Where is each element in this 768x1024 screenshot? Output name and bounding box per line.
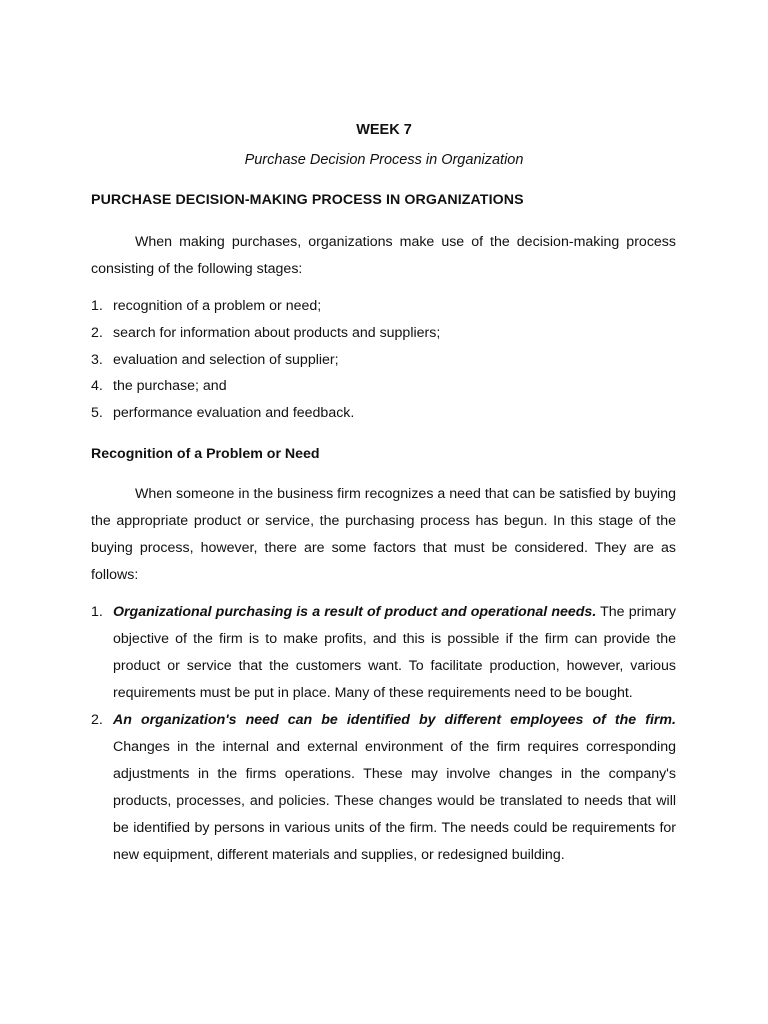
- factor-text: Changes in the internal and external environment of the firm requires corresponding adjustments in the firms operations. These may involve changes in the company's products, processes, and policies. These changes would be translated to needs that will be identified by persons in various units of the firm. The needs could be requirements for new equipment, different materials and supplies, or redesigned building.: [113, 739, 676, 863]
- section-heading-purchase-process: PURCHASE DECISION-MAKING PROCESS IN ORGANIZATIONS: [91, 192, 524, 208]
- list-item-text: the purchase; and: [113, 378, 227, 395]
- week-title: WEEK 7: [356, 122, 412, 138]
- recognition-paragraph: When someone in the business firm recognizes a need that can be satisfied by buying the appropriate product or service, the purchasing process has begun. In this stage of the buying process, however, there are some factors that must be considered. They are as follows:: [91, 486, 676, 583]
- list-number: 2.: [91, 712, 103, 728]
- factor-text: The primary objective of the firm is to make profits, and this is possible if the firm can provide the product or service that the customers want. To facilitate production, however, various requirements must be put in place. Many of these requirements need to be bought.: [113, 604, 676, 701]
- list-item: [91, 347, 681, 374]
- stages-list: [91, 293, 681, 427]
- list-item: [91, 320, 681, 347]
- factor-lead: Organizational purchasing is a result of product and operational needs.: [113, 604, 597, 620]
- list-number: 3.: [91, 351, 103, 368]
- section-heading-recognition: Recognition of a Problem or Need: [91, 446, 320, 462]
- list-number: 5.: [91, 405, 103, 422]
- document-subtitle: Purchase Decision Process in Organization: [244, 152, 524, 168]
- list-item-text: evaluation and selection of supplier;: [113, 351, 339, 368]
- list-item: [91, 599, 676, 707]
- intro-paragraph: When making purchases, organizations make use of the decision-making process consisting of the following stages:: [91, 234, 676, 277]
- list-number: 1.: [91, 298, 103, 314]
- list-item-text: performance evaluation and feedback.: [113, 405, 355, 422]
- list-number: 1.: [91, 604, 103, 620]
- list-item-text: recognition of a problem or need;: [113, 298, 322, 314]
- list-number: 4.: [91, 378, 103, 395]
- factors-list: [91, 599, 676, 869]
- list-item: [91, 707, 676, 869]
- list-item: [91, 293, 681, 320]
- factor-lead: An organization's need can be identified by different employees of the firm.: [113, 712, 676, 728]
- list-number: 2.: [91, 324, 103, 341]
- list-item-text: search for information about products and suppliers;: [113, 324, 441, 341]
- list-item: [91, 400, 681, 427]
- list-item: [91, 373, 681, 400]
